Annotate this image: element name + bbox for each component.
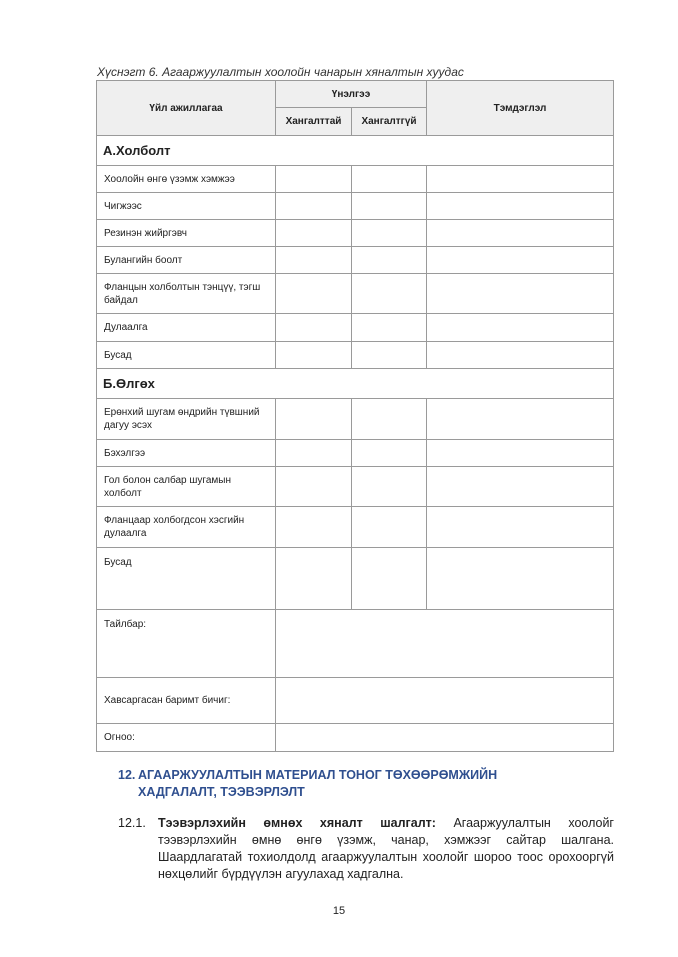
note-cell[interactable]: [427, 507, 614, 548]
table-caption: Хүснэгт 6. Агааржуулалтын хоолойн чанарын хяналтын хуудас: [97, 65, 464, 79]
insufficient-cell[interactable]: [352, 548, 427, 610]
paragraph-text: Агааржуулалтын хоолойг тээвэрлэхийн өмнө өнгө үзэмж, чанар, хэмжээг сайтар шалгана. Шаардлагатай тохиолдолд агааржуулалтын хоолойг шороо тоос орохооргүй нөхцөлийг бүрдүүлэн агуулахад хадгална.: [158, 816, 614, 881]
table-row: [97, 507, 614, 548]
note-cell[interactable]: [427, 274, 614, 314]
row-label: Ерөнхий шугам өндрийн түвшний дагуу эсэх: [97, 399, 276, 440]
date-row: [97, 724, 614, 752]
paragraph-body: [158, 815, 614, 883]
insufficient-cell[interactable]: [352, 467, 427, 507]
row-label: Чигжээс: [97, 193, 276, 220]
sufficient-cell[interactable]: [276, 247, 352, 274]
section-number: 12.: [118, 768, 136, 782]
sufficient-cell[interactable]: [276, 440, 352, 467]
note-cell[interactable]: [427, 220, 614, 247]
note-cell[interactable]: [427, 166, 614, 193]
note-cell[interactable]: [427, 399, 614, 440]
sufficient-header: Хангалттай: [276, 108, 352, 136]
section-heading: [118, 767, 558, 801]
insufficient-cell[interactable]: [352, 274, 427, 314]
remark-row: [97, 610, 614, 678]
row-label: Бусад: [97, 548, 276, 610]
paragraph-12-1: [118, 815, 614, 883]
insufficient-cell[interactable]: [352, 507, 427, 548]
note-cell[interactable]: [427, 548, 614, 610]
row-label: Гол болон салбар шугамын холболт: [97, 467, 276, 507]
sufficient-cell[interactable]: [276, 399, 352, 440]
table-row: [97, 274, 614, 314]
note-header: Тэмдэглэл: [427, 81, 614, 136]
sufficient-cell[interactable]: [276, 467, 352, 507]
sufficient-cell[interactable]: [276, 314, 352, 342]
sufficient-cell[interactable]: [276, 548, 352, 610]
sufficient-cell[interactable]: [276, 220, 352, 247]
table-row: [97, 399, 614, 440]
insufficient-cell[interactable]: [352, 166, 427, 193]
table-row: [97, 220, 614, 247]
attached-documents-label: Хавсаргасан баримт бичиг:: [97, 678, 276, 724]
insufficient-cell[interactable]: [352, 193, 427, 220]
row-label: Бэхэлгээ: [97, 440, 276, 467]
table-row: [97, 314, 614, 342]
table-row: [97, 440, 614, 467]
row-label: Резинэн жийргэвч: [97, 220, 276, 247]
sufficient-cell[interactable]: [276, 193, 352, 220]
row-label: Фланцын холболтын тэнцүү, тэгш байдал: [97, 274, 276, 314]
insufficient-cell[interactable]: [352, 314, 427, 342]
note-cell[interactable]: [427, 247, 614, 274]
remark-field[interactable]: [276, 610, 614, 678]
table-row: [97, 166, 614, 193]
row-label: Дулаалга: [97, 314, 276, 342]
note-cell[interactable]: [427, 440, 614, 467]
activity-header: Үйл ажиллагаа: [97, 81, 276, 136]
insufficient-header: Хангалтгүй: [352, 108, 427, 136]
note-cell[interactable]: [427, 193, 614, 220]
paragraph-lead: Тээвэрлэхийн өмнөх хяналт шалгалт:: [158, 816, 436, 830]
remark-label: Тайлбар:: [97, 610, 276, 678]
row-label: Фланцаар холбогдсон хэсгийн дулаалга: [97, 507, 276, 548]
insufficient-cell[interactable]: [352, 440, 427, 467]
section-heading-line1: АГААРЖУУЛАЛТЫН МАТЕРИАЛ ТОНОГ ТӨХӨӨРӨМЖИЙН: [138, 768, 498, 782]
row-label: Бусад: [97, 342, 276, 369]
date-field[interactable]: [276, 724, 614, 752]
quality-control-table: [96, 80, 614, 752]
insufficient-cell[interactable]: [352, 247, 427, 274]
table-row: [97, 193, 614, 220]
attached-documents-field[interactable]: [276, 678, 614, 724]
evaluation-header: Үнэлгээ: [276, 81, 427, 108]
sufficient-cell[interactable]: [276, 274, 352, 314]
insufficient-cell[interactable]: [352, 220, 427, 247]
page-number: 15: [332, 905, 346, 917]
sufficient-cell[interactable]: [276, 342, 352, 369]
table-row: [97, 247, 614, 274]
attached-documents-row: [97, 678, 614, 724]
sufficient-cell[interactable]: [276, 166, 352, 193]
table-row: [97, 467, 614, 507]
note-cell[interactable]: [427, 314, 614, 342]
insufficient-cell[interactable]: [352, 399, 427, 440]
section-title-hanging: Б.Өлгөх: [97, 369, 614, 399]
paragraph-number: 12.1.: [118, 816, 146, 830]
date-label: Огноо:: [97, 724, 276, 752]
insufficient-cell[interactable]: [352, 342, 427, 369]
row-label: Хоолойн өнгө үзэмж хэмжээ: [97, 166, 276, 193]
note-cell[interactable]: [427, 467, 614, 507]
section-title-connection: А.Холболт: [97, 136, 614, 166]
sufficient-cell[interactable]: [276, 507, 352, 548]
row-label: Булангийн боолт: [97, 247, 276, 274]
section-heading-line2: ХАДГАЛАЛТ, ТЭЭВЭРЛЭЛТ: [138, 785, 305, 799]
note-cell[interactable]: [427, 342, 614, 369]
table-row: [97, 548, 614, 610]
table-row: [97, 342, 614, 369]
